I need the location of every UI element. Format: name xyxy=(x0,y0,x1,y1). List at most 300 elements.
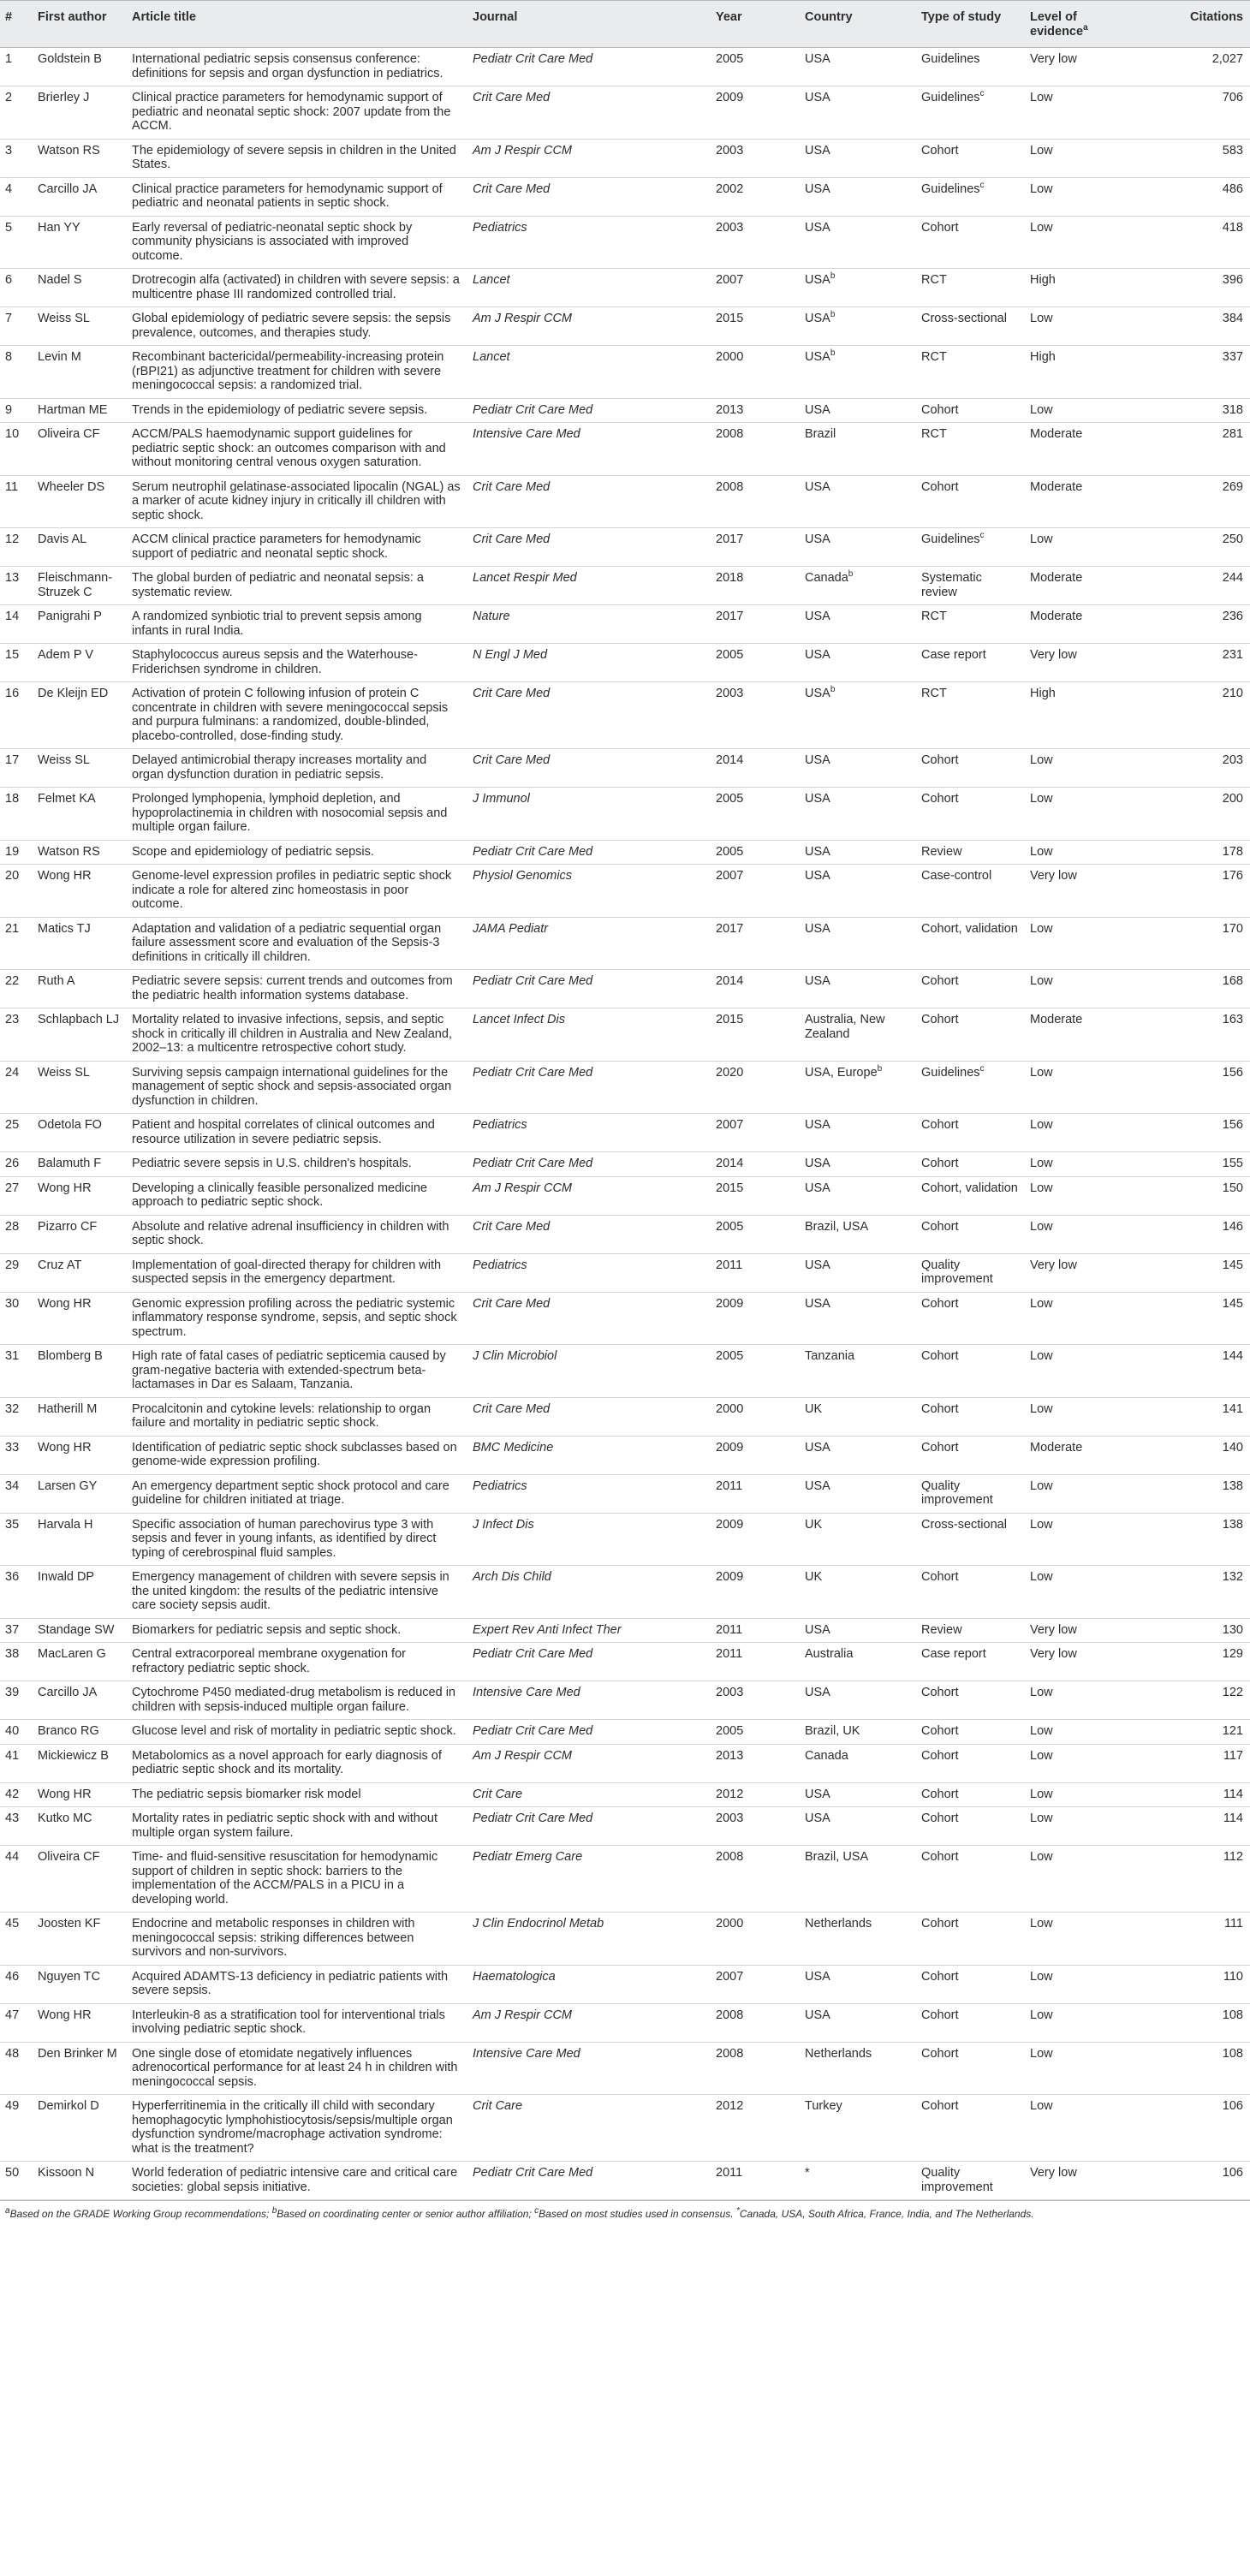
cell-article-title xyxy=(127,1846,467,1913)
cell-year-text: 2011 xyxy=(716,1478,743,1493)
table-row xyxy=(0,682,1250,749)
cell-country-text: USA, Europe xyxy=(805,1065,878,1080)
cell-citations-text: 114 xyxy=(1223,1787,1243,1801)
cell-article-title xyxy=(127,1566,467,1619)
cell-citations-text: 122 xyxy=(1222,1686,1243,1699)
cell-level-of-evidence-text: Low xyxy=(1030,1181,1053,1195)
cell-level-of-evidence-text: Low xyxy=(1030,1517,1053,1532)
cell-citations xyxy=(1144,1807,1250,1846)
cell-citations-text: 112 xyxy=(1223,1850,1243,1864)
cell-first-author xyxy=(33,2042,127,2095)
cell-article-title xyxy=(127,1681,467,1720)
cell-type-of-study xyxy=(916,1782,1025,1807)
cell-article-title-text: Trends in the epidemiology of pediatric severe sepsis. xyxy=(132,402,428,417)
cell-num xyxy=(0,1474,33,1513)
cell-num xyxy=(0,1061,33,1114)
cell-num-text: 30 xyxy=(5,1296,20,1311)
cell-year-text: 2007 xyxy=(716,273,744,287)
footnote-c xyxy=(534,2208,733,2220)
cell-first-author-text: Odetola FO xyxy=(38,1118,102,1132)
cell-num xyxy=(0,528,33,567)
cell-year xyxy=(711,970,800,1008)
cell-year-text: 2008 xyxy=(716,427,744,441)
cell-first-author xyxy=(33,1436,127,1474)
header-row xyxy=(0,1,1250,48)
cell-country-text: USA xyxy=(805,844,830,859)
cell-country xyxy=(800,177,916,216)
cell-type-of-study xyxy=(916,177,1025,216)
cell-journal xyxy=(467,139,711,177)
cell-journal xyxy=(467,1782,711,1807)
cell-type-of-study xyxy=(916,269,1025,307)
cell-num xyxy=(0,1397,33,1436)
cell-first-author-text: Felmet KA xyxy=(38,792,96,806)
cell-type-of-study xyxy=(916,307,1025,346)
cell-level-of-evidence xyxy=(1025,1744,1144,1782)
cell-level-of-evidence-text: Low xyxy=(1030,2099,1053,2113)
cell-journal xyxy=(467,269,711,307)
cell-type-of-study-text: Cohort xyxy=(921,143,959,158)
cell-citations-text: 236 xyxy=(1222,610,1243,623)
cell-year xyxy=(711,644,800,682)
cell-first-author-text: Weiss SL xyxy=(38,753,90,767)
cell-journal-text: Crit Care xyxy=(473,2099,523,2113)
cell-type-of-study xyxy=(916,423,1025,476)
cell-country xyxy=(800,86,916,140)
cell-year xyxy=(711,1681,800,1720)
cell-level-of-evidence xyxy=(1025,475,1144,528)
cell-article-title-text: Scope and epidemiology of pediatric sepsis. xyxy=(132,844,374,859)
cell-level-of-evidence-text: Low xyxy=(1030,312,1053,325)
cell-num-text: 45 xyxy=(5,1917,20,1931)
cell-year xyxy=(711,48,800,86)
cell-year-text: 2005 xyxy=(716,648,744,662)
cell-type-of-study-text: Guidelines xyxy=(921,91,980,104)
cell-level-of-evidence xyxy=(1025,1061,1144,1114)
table-row xyxy=(0,749,1250,788)
cell-level-of-evidence xyxy=(1025,1782,1144,1807)
cell-type-of-study xyxy=(916,1566,1025,1619)
cell-type-of-study-text: Cohort xyxy=(921,479,959,494)
cell-article-title xyxy=(127,1513,467,1566)
cell-level-of-evidence xyxy=(1025,307,1144,346)
cell-num xyxy=(0,346,33,399)
cell-type-of-study xyxy=(916,1807,1025,1846)
cell-num xyxy=(0,139,33,177)
cell-year xyxy=(711,788,800,841)
cell-journal-text: Crit Care xyxy=(473,1787,523,1801)
cell-type-of-study-text: Cohort xyxy=(921,1157,959,1170)
cell-year xyxy=(711,177,800,216)
cell-year xyxy=(711,605,800,644)
cell-citations xyxy=(1144,2095,1250,2162)
cell-type-of-study-text: Quality improvement xyxy=(921,2166,993,2194)
cell-first-author-text: Weiss SL xyxy=(38,312,90,325)
cell-journal-text: Physiol Genomics xyxy=(473,869,573,883)
cell-type-of-study xyxy=(916,749,1025,788)
cell-type-of-study-text: Cohort xyxy=(921,1349,959,1363)
header-level-label: Level of evidence xyxy=(1030,10,1084,39)
cell-country xyxy=(800,605,916,644)
table-row xyxy=(0,865,1250,918)
cell-type-of-study xyxy=(916,1681,1025,1720)
cell-type-of-study-text: Cohort xyxy=(921,1013,959,1026)
cell-type-of-study xyxy=(916,1720,1025,1745)
cell-journal-text: Am J Respir CCM xyxy=(473,1748,573,1763)
cell-num-text: 13 xyxy=(5,571,20,585)
header-level-footnote-mark: a xyxy=(1083,22,1088,33)
cell-year-text: 2012 xyxy=(716,1787,744,1801)
cell-journal xyxy=(467,1345,711,1398)
cell-citations xyxy=(1144,644,1250,682)
cell-type-of-study-text: RCT xyxy=(921,273,947,287)
cell-num xyxy=(0,644,33,682)
cell-type-of-study xyxy=(916,1215,1025,1253)
cell-level-of-evidence xyxy=(1025,2095,1144,2162)
cell-country xyxy=(800,2162,916,2200)
cell-type-of-study-text: Cross-sectional xyxy=(921,1517,1007,1532)
cell-type-of-study-text: Guidelines xyxy=(921,532,980,546)
cell-level-of-evidence xyxy=(1025,1807,1144,1846)
cell-level-of-evidence-text: Very low xyxy=(1030,2166,1077,2180)
cell-first-author-text: Adem P V xyxy=(38,648,94,662)
cell-num xyxy=(0,2162,33,2200)
cell-journal xyxy=(467,177,711,216)
cell-country-text: USA xyxy=(805,532,830,546)
cell-journal-text: Crit Care Med xyxy=(473,479,551,494)
cell-country xyxy=(800,1566,916,1619)
table-row xyxy=(0,970,1250,1008)
cell-num xyxy=(0,1913,33,1966)
cell-first-author xyxy=(33,398,127,423)
cell-journal xyxy=(467,1114,711,1152)
cell-year-text: 2020 xyxy=(716,1065,744,1080)
cell-article-title-text: Hyperferritinemia in the critically ill child with secondary hemophagocytic lymphohistiocytosis/sepsis/multiple organ dysfunction syndrome/macrophage activation syndrome: what is the treatment? xyxy=(132,2099,453,2156)
cell-level-of-evidence xyxy=(1025,1397,1144,1436)
cell-level-of-evidence xyxy=(1025,1215,1144,1253)
cell-type-of-study xyxy=(916,528,1025,567)
cell-num-text: 18 xyxy=(5,792,20,806)
table-row xyxy=(0,1292,1250,1345)
cell-citations xyxy=(1144,1176,1250,1215)
cell-level-of-evidence xyxy=(1025,346,1144,399)
cell-level-of-evidence xyxy=(1025,1474,1144,1513)
table-row xyxy=(0,2162,1250,2200)
cell-citations xyxy=(1144,682,1250,749)
cell-year xyxy=(711,1436,800,1474)
header-article-title: Article title xyxy=(127,1,467,48)
cell-year-text: 2003 xyxy=(716,220,744,235)
cell-type-of-study-text: Cohort, validation xyxy=(921,921,1018,936)
cell-country-text: Brazil, USA xyxy=(805,1850,869,1864)
cell-citations-text: 108 xyxy=(1222,2008,1243,2022)
cell-num xyxy=(0,605,33,644)
cell-citations-text: 155 xyxy=(1222,1157,1243,1170)
cell-article-title xyxy=(127,682,467,749)
cell-type-of-study xyxy=(916,2042,1025,2095)
cell-type-of-study xyxy=(916,1618,1025,1643)
cell-num-text: 11 xyxy=(5,479,19,494)
cell-country xyxy=(800,1965,916,2003)
cell-journal-text: Intensive Care Med xyxy=(473,1686,580,1699)
cell-type-of-study-text: Cohort xyxy=(921,974,959,988)
cell-article-title-text: Cytochrome P450 mediated-drug metabolism is reduced in children with sepsis-induced multiple organ failure. xyxy=(132,1686,455,1714)
cell-year-text: 2005 xyxy=(716,792,744,806)
cell-year xyxy=(711,749,800,788)
cell-journal xyxy=(467,1846,711,1913)
cell-num xyxy=(0,1782,33,1807)
cell-citations-text: 117 xyxy=(1223,1748,1243,1763)
cell-num xyxy=(0,216,33,269)
cell-country-text: Turkey xyxy=(805,2099,842,2113)
cell-country-footnote-mark: b xyxy=(830,685,836,695)
cell-first-author xyxy=(33,1253,127,1292)
cell-year-text: 2011 xyxy=(716,1647,743,1661)
cell-num-text: 35 xyxy=(5,1517,20,1532)
cell-country xyxy=(800,1782,916,1807)
cell-first-author-text: Joosten KF xyxy=(38,1917,101,1931)
cell-country-text: USA xyxy=(805,1258,830,1272)
cell-country-text: Brazil xyxy=(805,427,836,441)
cell-journal xyxy=(467,1913,711,1966)
cell-first-author xyxy=(33,1513,127,1566)
cell-citations-text: 110 xyxy=(1223,1969,1243,1984)
cell-type-of-study xyxy=(916,346,1025,399)
cell-citations xyxy=(1144,1114,1250,1152)
cell-type-of-study xyxy=(916,1744,1025,1782)
cell-article-title xyxy=(127,840,467,865)
cell-type-of-study-text: Cohort xyxy=(921,1686,959,1699)
cell-article-title xyxy=(127,307,467,346)
cell-year xyxy=(711,423,800,476)
cell-first-author-text: Carcillo JA xyxy=(38,1686,98,1699)
cell-journal-text: Arch Dis Child xyxy=(473,1570,551,1584)
cell-country-text: USA xyxy=(805,143,830,158)
cell-country-text: Australia xyxy=(805,1647,854,1661)
cell-year xyxy=(711,1782,800,1807)
cell-type-of-study-text: Cross-sectional xyxy=(921,312,1007,325)
table-row xyxy=(0,1253,1250,1292)
cell-level-of-evidence xyxy=(1025,1008,1144,1062)
cell-journal xyxy=(467,1720,711,1745)
cell-first-author xyxy=(33,917,127,970)
cell-type-of-study xyxy=(916,605,1025,644)
cell-journal xyxy=(467,1474,711,1513)
cell-year-text: 2011 xyxy=(716,2166,743,2180)
cell-article-title xyxy=(127,1215,467,1253)
cell-citations xyxy=(1144,605,1250,644)
table-row xyxy=(0,644,1250,682)
cell-num-text: 4 xyxy=(5,181,13,196)
table-row xyxy=(0,423,1250,476)
cell-country xyxy=(800,1397,916,1436)
cell-country xyxy=(800,1345,916,1398)
cell-country-text: USA xyxy=(805,753,830,767)
cell-first-author xyxy=(33,528,127,567)
cell-article-title xyxy=(127,749,467,788)
cell-journal-text: Lancet Infect Dis xyxy=(473,1013,565,1026)
cell-type-of-study-text: Guidelines xyxy=(921,1065,980,1080)
cell-country xyxy=(800,1618,916,1643)
cell-type-of-study-text: Cohort xyxy=(921,220,959,235)
cell-article-title xyxy=(127,1643,467,1681)
cell-article-title-text: Mortality rates in pediatric septic shock with and without multiple organ system failure. xyxy=(132,1812,438,1840)
cell-journal-text: J Infect Dis xyxy=(473,1517,534,1532)
cell-country xyxy=(800,1474,916,1513)
cell-num-text: 5 xyxy=(5,220,13,235)
cell-level-of-evidence-text: Low xyxy=(1030,844,1053,859)
cell-journal-text: Am J Respir CCM xyxy=(473,143,573,158)
cell-num-text: 49 xyxy=(5,2099,20,2113)
cell-citations-text: 156 xyxy=(1222,1065,1243,1080)
cell-country xyxy=(800,1253,916,1292)
cell-level-of-evidence-text: Low xyxy=(1030,1724,1053,1738)
cell-first-author-text: Cruz AT xyxy=(38,1258,82,1272)
cell-article-title-text: ACCM clinical practice parameters for hemodynamic support of pediatric and neonatal septic shock. xyxy=(132,532,421,561)
cell-country-text: Brazil, USA xyxy=(805,1219,869,1234)
cell-article-title xyxy=(127,1720,467,1745)
table-row xyxy=(0,398,1250,423)
cell-article-title xyxy=(127,346,467,399)
cell-article-title-text: ACCM/PALS haemodynamic support guidelines for pediatric septic shock: an outcomes comparison with and without monitoring central venous oxygen saturation. xyxy=(132,427,446,469)
cell-country-text: USA xyxy=(805,792,830,806)
cell-type-of-study-footnote-mark: c xyxy=(979,180,985,190)
cell-journal-text: BMC Medicine xyxy=(473,1440,554,1455)
cell-year-text: 2002 xyxy=(716,181,744,196)
cell-country-text: Tanzania xyxy=(805,1349,855,1363)
cell-country xyxy=(800,970,916,1008)
cell-country-footnote-mark: b xyxy=(830,310,836,320)
cell-num-text: 10 xyxy=(5,427,20,441)
cell-country xyxy=(800,269,916,307)
table-row xyxy=(0,1061,1250,1114)
cell-num xyxy=(0,840,33,865)
cell-level-of-evidence-text: Low xyxy=(1030,1850,1053,1864)
cell-country xyxy=(800,1176,916,1215)
cell-citations-text: 396 xyxy=(1222,273,1243,287)
cell-citations-text: 150 xyxy=(1222,1181,1243,1195)
cell-journal xyxy=(467,1513,711,1566)
cell-journal xyxy=(467,2162,711,2200)
cell-first-author xyxy=(33,1744,127,1782)
table-row xyxy=(0,1744,1250,1782)
cell-level-of-evidence-text: Very low xyxy=(1030,1647,1077,1661)
cell-level-of-evidence-text: Low xyxy=(1030,1787,1053,1801)
table-row xyxy=(0,2042,1250,2095)
cell-year xyxy=(711,2042,800,2095)
cell-journal xyxy=(467,1643,711,1681)
cell-type-of-study xyxy=(916,1253,1025,1292)
cell-num xyxy=(0,1114,33,1152)
cell-year xyxy=(711,1176,800,1215)
cell-year-text: 2011 xyxy=(716,1258,743,1272)
cell-first-author xyxy=(33,1061,127,1114)
cell-year-text: 2007 xyxy=(716,869,744,883)
cell-first-author xyxy=(33,269,127,307)
cell-first-author xyxy=(33,1474,127,1513)
cell-year xyxy=(711,1913,800,1966)
header-first-author: First author xyxy=(33,1,127,48)
cell-type-of-study xyxy=(916,1061,1025,1114)
cell-num xyxy=(0,269,33,307)
cell-article-title-text: Adaptation and validation of a pediatric sequential organ failure assessment score and evaluation of the Sepsis-3 definitions in critically ill children. xyxy=(132,921,442,964)
cell-first-author-text: Oliveira CF xyxy=(38,1850,100,1864)
cell-type-of-study xyxy=(916,1397,1025,1436)
cell-first-author-text: Pizarro CF xyxy=(38,1219,98,1234)
cell-first-author-text: Demirkol D xyxy=(38,2099,99,2113)
cell-journal xyxy=(467,1176,711,1215)
cell-journal-text: J Clin Microbiol xyxy=(473,1349,557,1363)
cell-level-of-evidence xyxy=(1025,917,1144,970)
cell-citations-text: 269 xyxy=(1222,479,1243,494)
cell-journal-text: Pediatr Crit Care Med xyxy=(473,1647,593,1661)
cell-citations xyxy=(1144,749,1250,788)
cell-first-author-text: Weiss SL xyxy=(38,1065,90,1080)
cell-year-text: 2018 xyxy=(716,571,744,585)
cell-type-of-study xyxy=(916,970,1025,1008)
cell-article-title-text: Activation of protein C following infusion of protein C concentrate in children with severe meningococcal sepsis and purpura fulminans: a randomized, double-blinded, placebo-controlled, dose-finding study. xyxy=(132,687,449,743)
table-row xyxy=(0,1152,1250,1177)
table-row xyxy=(0,788,1250,841)
cell-country xyxy=(800,139,916,177)
cell-journal-text: Crit Care Med xyxy=(473,1219,551,1234)
cell-journal xyxy=(467,840,711,865)
cell-type-of-study xyxy=(916,2162,1025,2200)
cell-year-text: 2005 xyxy=(716,844,744,859)
cell-year xyxy=(711,567,800,605)
table-body xyxy=(0,48,1250,2200)
cell-citations-text: 114 xyxy=(1223,1812,1243,1825)
cell-type-of-study xyxy=(916,1114,1025,1152)
cell-level-of-evidence-text: Low xyxy=(1030,974,1053,988)
cell-citations xyxy=(1144,423,1250,476)
cell-country-text: USA xyxy=(805,91,830,104)
cell-num-text: 33 xyxy=(5,1440,20,1455)
cell-article-title-text: A randomized synbiotic trial to prevent sepsis among infants in rural India. xyxy=(132,610,422,638)
table-row xyxy=(0,307,1250,346)
cell-level-of-evidence-text: Moderate xyxy=(1030,427,1083,441)
cell-type-of-study xyxy=(916,567,1025,605)
cell-country-text: USA xyxy=(805,181,830,196)
cell-year-text: 2014 xyxy=(716,753,744,767)
cell-level-of-evidence-text: Low xyxy=(1030,792,1053,806)
cell-year-text: 2015 xyxy=(716,312,744,325)
cell-level-of-evidence-text: High xyxy=(1030,350,1056,364)
cell-year-text: 2017 xyxy=(716,532,744,546)
cell-year xyxy=(711,346,800,399)
cell-article-title xyxy=(127,2095,467,2162)
cell-year xyxy=(711,1253,800,1292)
cell-citations-text: 170 xyxy=(1222,921,1243,936)
cell-country-text: USA xyxy=(805,312,830,325)
cell-level-of-evidence xyxy=(1025,2042,1144,2095)
cell-first-author-text: De Kleijn ED xyxy=(38,687,109,700)
cell-article-title xyxy=(127,1176,467,1215)
cell-citations-text: 163 xyxy=(1222,1013,1243,1026)
cell-type-of-study-text: Review xyxy=(921,844,962,859)
cell-year-text: 2009 xyxy=(716,1296,744,1311)
cell-journal-text: Crit Care Med xyxy=(473,181,551,196)
cell-first-author xyxy=(33,1292,127,1345)
cell-article-title-text: Central extracorporeal membrane oxygenation for refractory pediatric septic shock. xyxy=(132,1647,406,1675)
cell-citations xyxy=(1144,788,1250,841)
cell-first-author-text: Balamuth F xyxy=(38,1157,102,1170)
cell-level-of-evidence xyxy=(1025,1176,1144,1215)
cell-journal-text: Pediatrics xyxy=(473,1118,527,1132)
cell-article-title-text: Serum neutrophil gelatinase-associated lipocalin (NGAL) as a marker of acute kidney injury in critically ill children with septic shock. xyxy=(132,479,461,522)
cell-country xyxy=(800,682,916,749)
table-row xyxy=(0,216,1250,269)
